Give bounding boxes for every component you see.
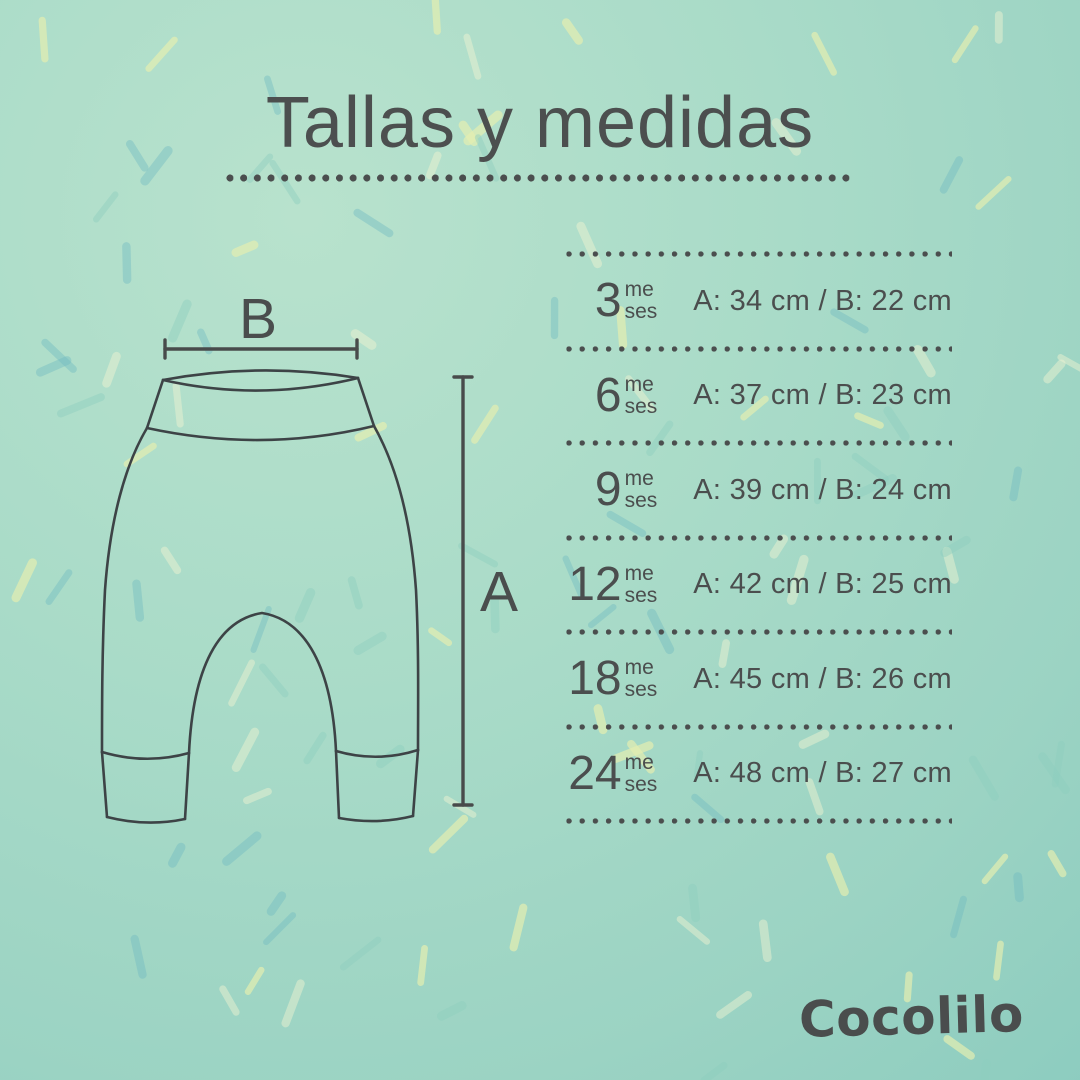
measurements-text: A: 48 cm / B: 27 cm [693,757,952,790]
pants-diagram [90,290,530,830]
size-row-6-meses [566,352,952,441]
size-row-9-meses [566,446,952,535]
size-number: 24 [568,746,622,800]
size-label [566,274,658,328]
brand-logo: Cocolilo [798,985,1025,1049]
size-unit: me ses [624,278,658,324]
size-unit: me ses [624,372,658,418]
size-number: 12 [568,557,622,611]
measurements-text: A: 37 cm / B: 23 cm [693,379,952,412]
size-unit: me ses [624,561,658,607]
size-row-12-meses [566,541,952,630]
size-number: 3 [594,274,622,328]
size-number: 6 [594,368,622,422]
size-number: 9 [594,463,622,517]
size-row-18-meses [566,635,952,724]
size-label [566,652,658,706]
title-dotted-divider [226,174,856,182]
page-title: Tallas y medidas [265,83,815,163]
size-unit: me ses [624,656,658,702]
measurements-text: A: 42 cm / B: 25 cm [693,568,952,601]
height-label: A [479,560,519,624]
size-unit: me ses [624,467,658,513]
size-unit: me ses [624,750,658,796]
size-label [566,368,658,422]
measurements-text: A: 34 cm / B: 22 cm [693,284,952,317]
width-label: B [238,290,278,351]
measurements-text: A: 45 cm / B: 26 cm [693,662,952,695]
pants-outline [102,370,418,822]
size-label [566,746,658,800]
size-number: 18 [568,652,622,706]
size-label [566,463,658,517]
size-row-3-meses [566,257,952,346]
measurements-text: A: 39 cm / B: 24 cm [693,473,952,506]
size-table [566,251,952,824]
size-label [566,557,658,611]
size-row-24-meses [566,730,952,819]
row-separator [566,818,952,824]
height-dimension-line [454,377,472,805]
